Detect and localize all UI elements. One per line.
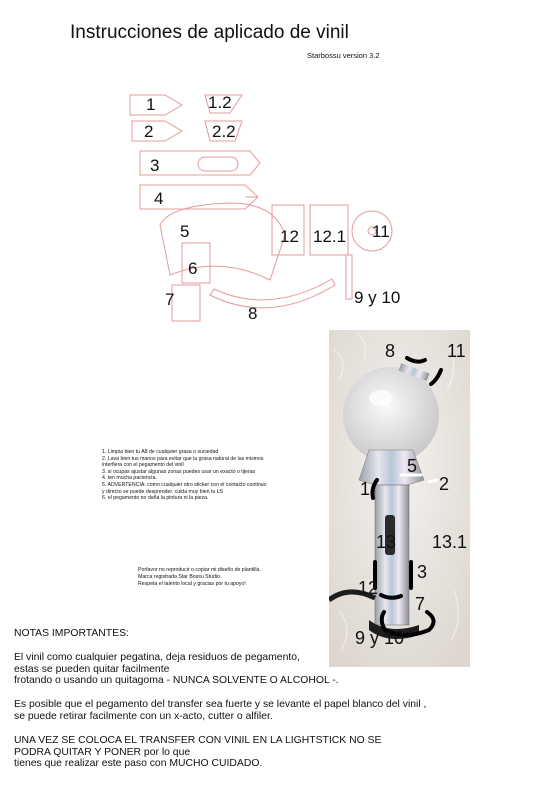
photo-label-13: 13	[376, 532, 397, 552]
photo-label-8: 8	[385, 341, 396, 361]
template-piece-7	[172, 285, 200, 321]
template-piece-8	[210, 279, 335, 308]
notes-line: se puede retirar facilmente con un x-acto, cutter o alfiler.	[14, 710, 273, 722]
template-label-12-1: 12.1	[313, 227, 347, 246]
photo-label-9-10: 9 y 10	[355, 628, 405, 648]
instruction-line: interfiera con el pegamento del vinil	[102, 462, 184, 469]
template-label-6: 6	[188, 259, 198, 278]
template-label-1-2: 1.2	[208, 93, 232, 112]
template-piece-9-10	[346, 255, 352, 299]
photo-label-5: 5	[407, 456, 418, 476]
photo-label-12: 12	[358, 578, 379, 598]
template-label-5: 5	[180, 222, 190, 241]
template-piece-3-slot	[198, 157, 238, 171]
photo-label-3: 3	[417, 562, 428, 582]
credit-line: Respeta el talento local y gracias por tu apoyo!	[138, 581, 246, 588]
instruction-line: 6. el pegamento no daña la pintura ni la pieza.	[102, 495, 209, 502]
credit-line: Porfavor no reproducir o copiar mi diseño de plantilla.	[138, 567, 261, 573]
instruction-line: 4. ten mucha paciencia.	[102, 475, 157, 482]
credit-line: Marca registrada Star Bossu Studio.	[138, 574, 222, 581]
notes-line: estas se pueden quitar facilmente	[14, 663, 170, 675]
notes-line: UNA VEZ SE COLOCA EL TRANSFER CON VINIL EN LA LIGHTSTICK NO SE	[14, 734, 382, 746]
template-piece-1	[130, 95, 182, 115]
template-label-1: 1	[146, 95, 156, 114]
instruction-line: y directo se puede desprender. cuida muy bien tu LS	[102, 488, 224, 495]
template-piece-2	[132, 121, 182, 141]
vinyl-template	[110, 85, 430, 325]
notes-line: tienes que realizar este paso con MUCHO CUIDADO.	[14, 758, 263, 770]
photo-label-2: 2	[439, 474, 450, 494]
photo-label-13-1: 13.1	[432, 532, 468, 552]
lightstick-globe	[343, 367, 439, 463]
instruction-line: 2. Lava bien tus manos para evitar que la grasa natural de las mismos	[102, 455, 264, 462]
version-label: Starbossu version 3.2	[307, 51, 380, 60]
lightstick-photo	[329, 330, 470, 667]
notes-line: frotando o usando un quitagoma - NUNCA SOLVENTE O ALCOHOL -.	[14, 675, 339, 687]
instructions-list	[102, 449, 322, 502]
template-label-8: 8	[248, 304, 258, 323]
photo-label-11: 11	[447, 341, 466, 361]
notes-line: Es posible que el pegamento del transfer sea fuerte y se levante el papel blanco del vinil ,	[14, 699, 427, 711]
template-label-7: 7	[165, 290, 175, 309]
photo-label-7: 7	[415, 594, 426, 614]
template-label-3: 3	[150, 156, 160, 175]
notes-section	[14, 628, 533, 770]
template-label-11: 11	[372, 222, 390, 241]
page-title: Instrucciones de aplicado de vinil	[70, 22, 349, 43]
template-label-2-2: 2.2	[212, 122, 236, 141]
template-label-9-10: 9 y 10	[354, 288, 401, 307]
template-label-2: 2	[144, 122, 154, 141]
template-label-12: 12	[280, 227, 299, 246]
credits-text	[138, 567, 261, 589]
notes-line: PODRA QUITAR Y PONER por lo que	[14, 746, 191, 758]
template-piece-5	[160, 203, 285, 280]
notes-line: El vinil como cualquier pegatina, deja residuos de pegamento,	[14, 651, 300, 663]
notes-heading: NOTAS IMPORTANTES:	[14, 628, 129, 639]
instruction-line: 5. ADVERTENCIA: como cualquier otro sticker con el contacto continuo	[102, 481, 267, 488]
template-label-4: 4	[154, 189, 164, 208]
photo-label-1: 1	[360, 479, 371, 499]
instruction-line: 3. si ocupas ajustar algunas zonas puedes usar un exacto o tijeras	[102, 468, 256, 475]
instruction-line: 1. Limpia bien tu A8 de cualquier grasa o suciedad	[102, 449, 219, 455]
